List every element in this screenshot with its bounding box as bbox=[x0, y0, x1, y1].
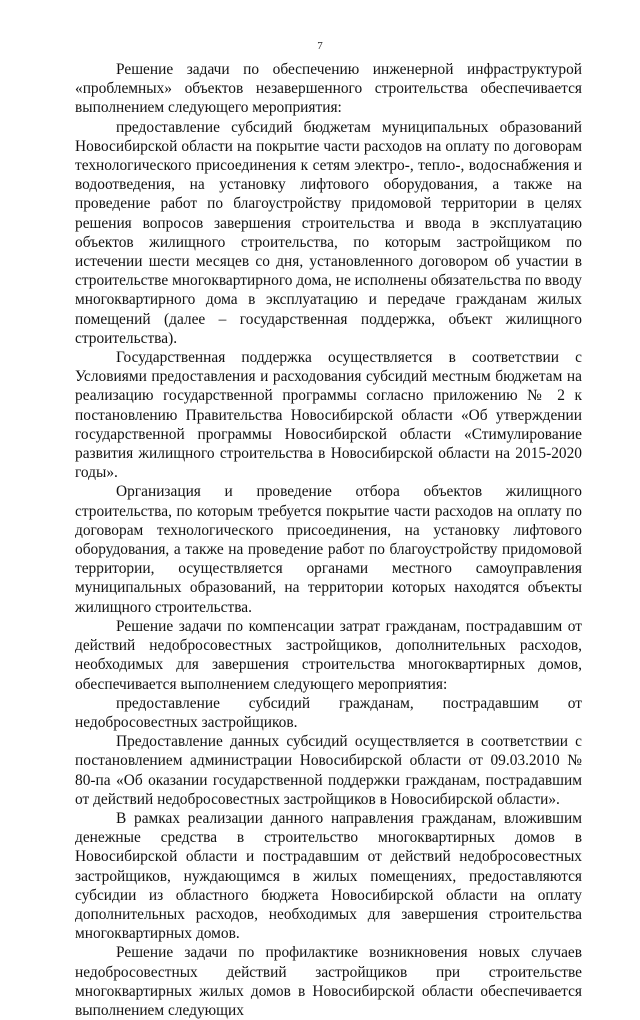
paragraph-prevention-task: Решение задачи по профилактике возникновения новых случаев недобросовестных действий застройщиков при строительстве многоквартирных жилых домов в Новосибирской области обеспечивается выполнением следующих bbox=[75, 944, 582, 1019]
paragraph-state-support-conditions: Государственная поддержка осуществляется в соответствии с Условиями предоставления и расходования субсидий местным бюджетам на реализацию государственной программы согласно приложению № 2 к постановлению Правительства Новосибирской области «Об утверждении государственной программы Новосибирской области «Стимулирование развития жилищного строительства в Новосибирской области на 2015-2020 годы». bbox=[75, 349, 582, 482]
paragraph-infrastructure-task: Решение задачи по обеспечению инженерной инфраструктурой «проблемных» объектов незавершенного строительства обеспечивается выполнением следующего мероприятия: bbox=[75, 61, 582, 117]
paragraph-implementation: В рамках реализации данного направления гражданам, вложившим денежные средства в строительство многоквартирных домов в Новосибирской области и пострадавшим от действий недобросовестных застройщиков, нуждающимся в жилых помещениях, предоставляются субсидии из областного бюджета Новосибирской области на оплату дополнительных расходов, необходимых для завершения строительства многоквартирных домов. bbox=[75, 809, 582, 943]
paragraph-compensation-task: Решение задачи по компенсации затрат гражданам, пострадавшим от действий недобросовестных застройщиков, дополнительных расходов, необходимых для завершения строительства многоквартирных домов, обеспечивается выполнением следующего мероприятия: bbox=[75, 617, 582, 693]
paragraph-selection-organization: Организация и проведение отбора объектов жилищного строительства, по которым требуется покрытие части расходов на оплату по договорам технологического присоединения, на установку лифтового оборудования, а также на проведение работ по благоустройству придомовой территории, осуществляется органами местного самоуправления муниципальных образований, на территории которых находятся объекты жилищного строительства. bbox=[75, 483, 582, 616]
paragraph-subsidy-municipal: предоставление субсидий бюджетам муниципальных образований Новосибирской области на покрытие части расходов на оплату по договорам технологического присоединения к сетям электро-, тепло-, водоснабжения и водоотведения, на установку лифтового оборудования, а также на проведение работ по благоустройству придомовой территории в целях решения вопросов завершения строительства и ввода в эксплуатацию объектов жилищного строительства, по которым застройщиком по истечении шести месяцев со дня, установленного договором об участии в строительстве многоквартирного дома, не исполнены обязательства по вводу многоквартирного дома в эксплуатацию и передаче гражданам жилых помещений (далее – государственная поддержка, объект жилищного строительства). bbox=[75, 118, 582, 347]
document-body bbox=[75, 60, 582, 1020]
paragraph-subsidy-citizens: предоставление субсидий гражданам, пострадавшим от недобросовестных застройщиков. bbox=[75, 694, 582, 731]
page-number: 7 bbox=[317, 40, 323, 52]
paragraph-resolution-reference: Предоставление данных субсидий осуществляется в соответствии с постановлением администрации Новосибирской области от 09.03.2010 № 80-па «Об оказании государственной поддержки гражданам, пострадавшим от действий недобросовестных застройщиков в Новосибирской области». bbox=[75, 733, 582, 808]
